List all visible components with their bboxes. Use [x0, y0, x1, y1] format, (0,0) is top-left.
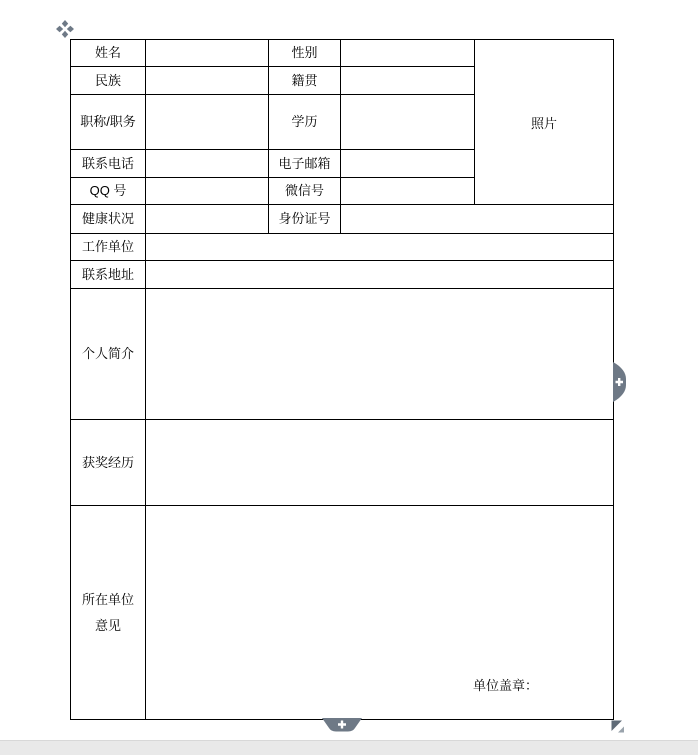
resize-grip-icon	[612, 721, 623, 732]
field-address[interactable]	[146, 261, 614, 289]
label-profile-text: 个人简介	[81, 346, 134, 361]
label-health[interactable]	[71, 205, 146, 234]
label-address[interactable]	[71, 261, 146, 289]
photo-cell[interactable]	[475, 40, 614, 205]
label-wechat[interactable]	[269, 178, 341, 205]
label-email[interactable]	[269, 150, 341, 178]
field-email[interactable]	[341, 150, 475, 178]
page-edge-band	[0, 740, 698, 755]
label-wechat-text: 微信号	[284, 183, 324, 198]
label-unit-opinion[interactable]	[71, 506, 146, 720]
label-name[interactable]	[71, 40, 146, 67]
field-unit-opinion[interactable]	[146, 506, 614, 720]
label-awards-text: 获奖经历	[81, 454, 134, 470]
label-address-text: 联系地址	[81, 266, 134, 282]
label-ethnicity[interactable]	[71, 67, 146, 95]
label-id-number-text: 身份证号	[278, 211, 331, 226]
label-email-text: 电子邮箱	[278, 155, 331, 171]
field-id-number[interactable]	[341, 205, 614, 234]
field-profile[interactable]	[146, 289, 614, 420]
label-phone-text: 联系电话	[81, 155, 134, 171]
field-name[interactable]	[146, 40, 269, 67]
table-resize-grip[interactable]	[611, 720, 625, 733]
label-phone[interactable]	[71, 150, 146, 178]
table-move-handle[interactable]	[56, 20, 74, 38]
form-table	[70, 39, 614, 720]
label-ethnicity-text: 民族	[94, 72, 121, 88]
add-row-handle[interactable]	[322, 718, 362, 732]
field-health[interactable]	[146, 205, 269, 234]
label-id-number[interactable]	[269, 205, 341, 234]
add-column-handle[interactable]	[613, 362, 627, 402]
label-profile[interactable]	[71, 289, 146, 420]
label-work-unit[interactable]	[71, 234, 146, 261]
field-title-position[interactable]	[146, 95, 269, 150]
move-icon	[56, 20, 74, 38]
personal-info-form	[70, 39, 614, 720]
field-education[interactable]	[341, 95, 475, 150]
field-awards[interactable]	[146, 420, 614, 506]
label-qq-text: QQ 号	[89, 183, 127, 198]
label-gender[interactable]	[269, 40, 341, 67]
label-native-place-text: 籍贯	[291, 72, 318, 88]
label-work-unit-text: 工作单位	[81, 239, 134, 254]
label-awards[interactable]	[71, 420, 146, 506]
label-title-position-text: 职称/职务	[80, 114, 136, 129]
label-education[interactable]	[269, 95, 341, 150]
resize-grip-icon-light	[618, 727, 624, 733]
field-ethnicity[interactable]	[146, 67, 269, 95]
label-unit-opinion-text: 所在单位意见	[81, 591, 134, 633]
label-title-position[interactable]	[71, 95, 146, 150]
field-wechat[interactable]	[341, 178, 475, 205]
field-qq[interactable]	[146, 178, 269, 205]
label-education-text: 学历	[291, 114, 318, 129]
label-health-text: 健康状况	[81, 211, 134, 226]
label-gender-text: 性别	[291, 45, 318, 60]
label-name-text: 姓名	[94, 45, 121, 60]
field-native-place[interactable]	[341, 67, 475, 95]
field-work-unit[interactable]	[146, 234, 614, 261]
photo-label: 照片	[530, 115, 557, 131]
label-qq[interactable]	[71, 178, 146, 205]
label-native-place[interactable]	[269, 67, 341, 95]
unit-stamp-label: 单位盖章：	[472, 678, 538, 693]
field-phone[interactable]	[146, 150, 269, 178]
field-gender[interactable]	[341, 40, 475, 67]
